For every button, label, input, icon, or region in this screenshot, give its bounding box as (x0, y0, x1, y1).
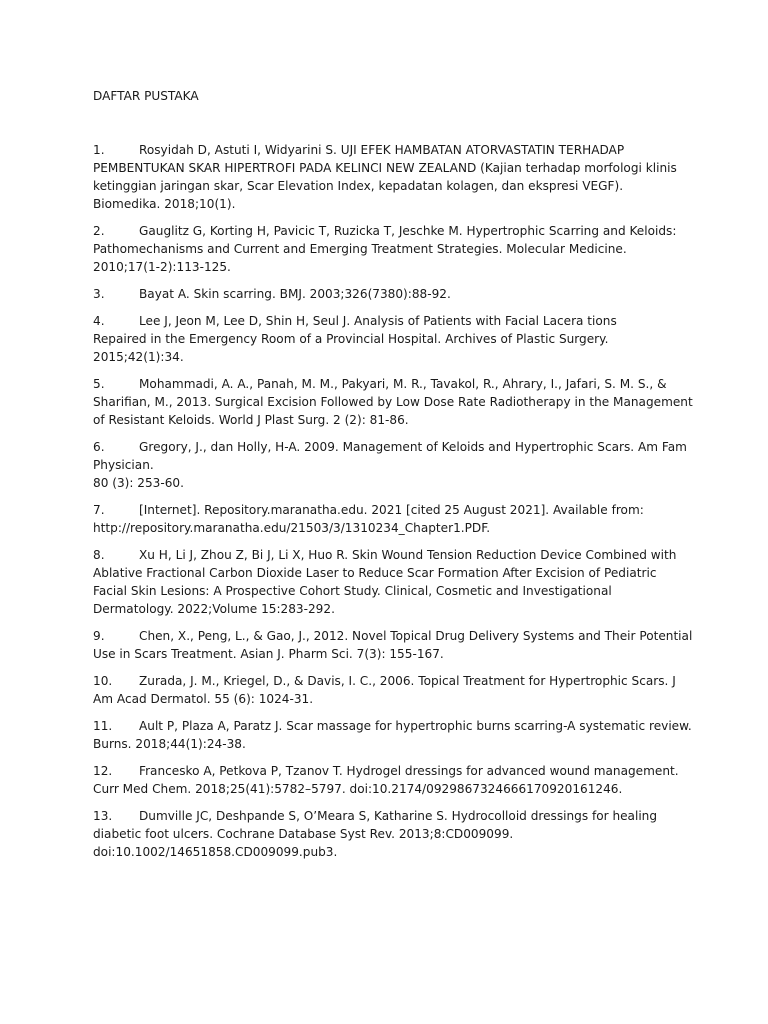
reference-entry (93, 717, 693, 753)
reference-item (93, 438, 693, 492)
reference-continuation: 80 (3): 253-60. (93, 476, 184, 490)
reference-item (93, 762, 693, 798)
reference-entry (93, 501, 693, 537)
reference-entry (93, 546, 693, 618)
reference-text: Xu H, Li J, Zhou Z, Bi J, Li X, Huo R. Skin Wound Tension Reduction Device Combined with Ablative Fractional Carbon Dioxide Laser to Reduce Scar Formation After Excision of Pediatric Facial Skin Lesions: A Prospective Cohort Study. Clinical, Cosmetic and Investigational Dermatology. 2022;Volume 15:283-292. (93, 548, 677, 616)
reference-entry (93, 627, 693, 663)
reference-number: 13. (93, 809, 113, 823)
reference-text: Gregory, J., dan Holly, H-A. 2009. Management of Keloids and Hypertrophic Scars. Am Fam Physician. (93, 440, 687, 472)
reference-number: 12. (93, 764, 113, 778)
reference-number: 9. (93, 629, 105, 643)
reference-number: 5. (93, 377, 105, 391)
reference-text: Zurada, J. M., Kriegel, D., & Davis, I. C., 2006. Topical Treatment for Hypertrophic Scars. J Am Acad Dermatol. 55 (6): 1024-31. (93, 674, 676, 706)
reference-text: Rosyidah D, Astuti I, Widyarini S. UJI EFEK HAMBATAN ATORVASTATIN TERHADAP PEMBENTUKAN SKAR HIPERTROFI PADA KELINCI NEW ZEALAND (Kajian terhadap morfologi klinis ketinggian jaringan skar, Scar Elevation Index, kepadatan kolagen, dan ekspresi VEGF). Biomedika. 2018;10(1). (93, 143, 677, 211)
reference-number: 3. (93, 287, 105, 301)
page-title: DAFTAR PUSTAKA (93, 89, 199, 103)
reference-continuation: Repaired in the Emergency Room of a Provincial Hospital. Archives of Plastic Surgery. (93, 332, 609, 346)
reference-item (93, 717, 693, 753)
reference-number: 4. (93, 314, 105, 328)
reference-item (93, 141, 693, 213)
reference-number: 7. (93, 503, 105, 517)
reference-item (93, 285, 693, 303)
reference-list (93, 141, 693, 870)
reference-entry (93, 285, 693, 303)
reference-number: 2. (93, 224, 105, 238)
reference-item (93, 672, 693, 708)
reference-text: Gauglitz G, Korting H, Pavicic T, Ruzicka T, Jeschke M. Hypertrophic Scarring and Keloids: Pathomechanisms and Current and Emerging Treatment Strategies. Molecular Medicine. 2010;17(1-2):113-125. (93, 224, 677, 274)
reference-entry (93, 312, 693, 330)
reference-text: Mohammadi, A. A., Panah, M. M., Pakyari, M. R., Tavakol, R., Ahrary, I., Jafari, S. M. S., & Sharifian, M., 2013. Surgical Excision Followed by Low Dose Rate Radiotherapy in the Management of Resistant Keloids. World J Plast Surg. 2 (2): 81-86. (93, 377, 693, 427)
reference-continuation: 2015;42(1):34. (93, 350, 184, 364)
reference-number: 8. (93, 548, 105, 562)
reference-item (93, 312, 693, 366)
reference-entry (93, 762, 693, 798)
reference-text: Ault P, Plaza A, Paratz J. Scar massage for hypertrophic burns scarring-A systematic review. Burns. 2018;44(1):24-38. (93, 719, 692, 751)
reference-item (93, 501, 693, 537)
reference-item (93, 627, 693, 663)
reference-entry (93, 375, 693, 429)
reference-item (93, 807, 693, 861)
reference-text: Chen, X., Peng, L., & Gao, J., 2012. Novel Topical Drug Delivery Systems and Their Potential Use in Scars Treatment. Asian J. Pharm Sci. 7(3): 155-167. (93, 629, 693, 661)
reference-number: 1. (93, 143, 105, 157)
reference-number: 10. (93, 674, 113, 688)
reference-text: Bayat A. Skin scarring. BMJ. 2003;326(7380):88-92. (139, 287, 451, 301)
reference-item (93, 546, 693, 618)
reference-number: 6. (93, 440, 105, 454)
reference-number: 11. (93, 719, 113, 733)
reference-entry (93, 222, 693, 276)
reference-entry (93, 141, 693, 213)
reference-text: [Internet]. Repository.maranatha.edu. 2021 [cited 25 August 2021]. Available from: http://repository.maranatha.edu/21503/3/1310234_Chapter1.PDF. (93, 503, 644, 535)
reference-entry (93, 672, 693, 708)
reference-text: Dumville JC, Deshpande S, O’Meara S, Katharine S. Hydrocolloid dressings for healing diabetic foot ulcers. Cochrane Database Syst Rev. 2013;8:CD009099. doi:10.1002/14651858.CD009099.pub3. (93, 809, 658, 859)
reference-text: Francesko A, Petkova P, Tzanov T. Hydrogel dressings for advanced wound management. Curr Med Chem. 2018;25(41):5782–5797. doi:10.2174/0929867324666170920161246. (93, 764, 679, 796)
reference-entry (93, 807, 693, 861)
reference-item (93, 222, 693, 276)
reference-item (93, 375, 693, 429)
reference-entry (93, 438, 693, 474)
reference-text: Lee J, Jeon M, Lee D, Shin H, Seul J. Analysis of Patients with Facial Lacera tions (139, 314, 617, 328)
